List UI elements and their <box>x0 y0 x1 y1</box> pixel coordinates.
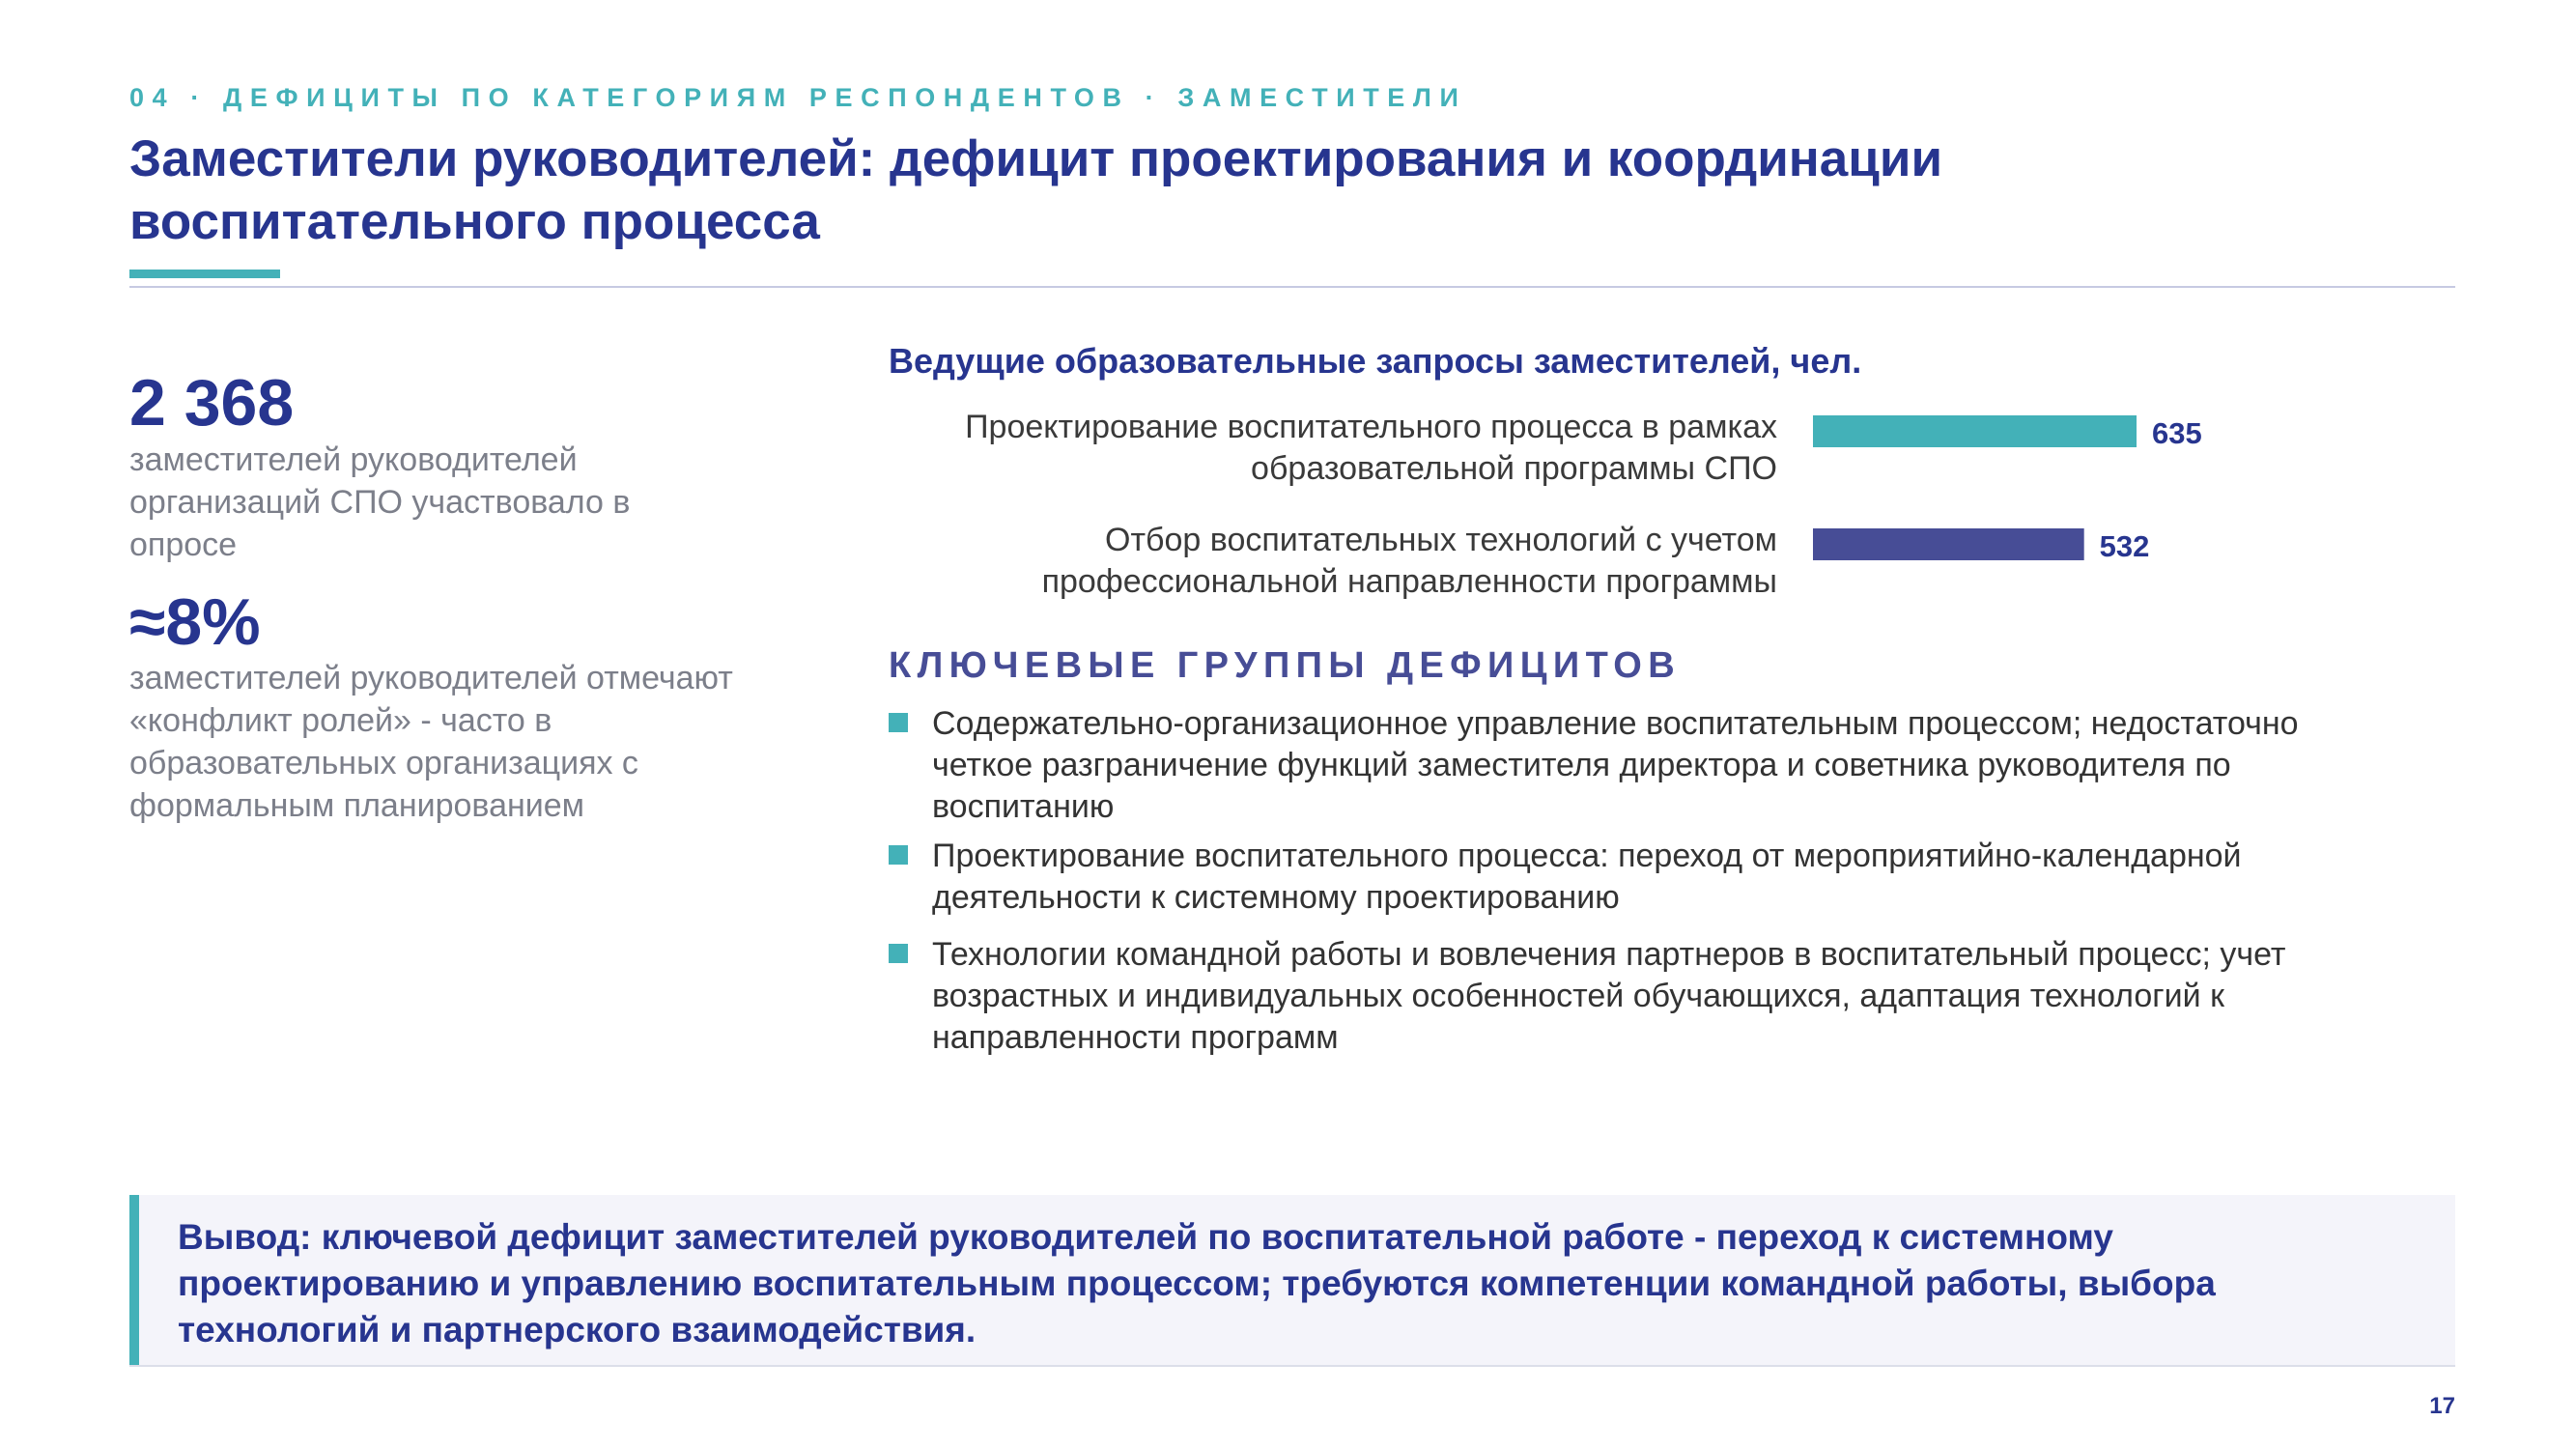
slide-title: Заместители руководителей: дефицит проектирования и координации воспитательного процесса <box>129 130 1943 250</box>
chart-value-label: 635 <box>2152 416 2202 450</box>
stat-participants-value: 2 368 <box>129 366 295 440</box>
deficit-item <box>889 703 2395 828</box>
conclusion-text: Вывод: ключевой дефицит заместителей руководителей по воспитательной работе - переход к системному проектированию и управлению воспитательным процессом; требуются компетенции командной работы, выбора технологий и партнерского взаимодействия. <box>178 1217 2216 1350</box>
bullet-square-icon <box>889 713 908 732</box>
stat-role-conflict-value: ≈8% <box>129 585 261 659</box>
section-kicker: 04 · ДЕФИЦИТЫ ПО КАТЕГОРИЯМ РЕСПОНДЕНТОВ · ЗАМЕСТИТЕЛИ <box>129 83 1467 112</box>
bullet-square-icon <box>889 944 908 963</box>
deficit-item-text: Технологии командной работы и вовлечения партнеров в воспитательный процесс; учет возрастных и индивидуальных особенностей обучающихся, адаптация технологий к направленности программ <box>932 936 2286 1056</box>
bar-chart <box>0 0 2576 676</box>
deficit-item <box>889 836 2395 919</box>
chart-category-label: Отбор воспитательных технологий с учетом профессиональной направленности программы <box>1041 522 1777 600</box>
stat-role-conflict-text: заместителей руководителей отмечают «конфликт ролей» - часто в образовательных организациях с формальным планированием <box>129 660 733 824</box>
conclusion-accent-bar <box>129 1195 139 1365</box>
conclusion-box <box>129 1195 2455 1367</box>
page-number: 17 <box>2429 1393 2455 1419</box>
chart-value-label: 532 <box>2099 529 2150 563</box>
deficit-item <box>889 934 2395 1059</box>
bullet-square-icon <box>889 845 908 865</box>
chart-category-label: Проектирование воспитательного процесса в рамках образовательной программы СПО <box>965 409 1777 487</box>
deficit-item-text: Проектирование воспитательного процесса: переход от мероприятийно-календарной деятельности к системному проектированию <box>932 838 2242 916</box>
deficits-heading: КЛЮЧЕВЫЕ ГРУППЫ ДЕФИЦИТОВ <box>889 645 1682 686</box>
deficit-item-text: Содержательно-организационное управление воспитательным процессом; недостаточно четкое разграничение функций заместителя директора и советника руководителя по воспитанию <box>932 705 2299 825</box>
chart-title: Ведущие образовательные запросы заместителей, чел. <box>889 341 1862 381</box>
chart-bar <box>1813 528 2084 560</box>
stat-participants-text: заместителей руководителей организаций СПО участвовало в опросе <box>129 441 631 563</box>
chart-bar <box>1813 415 2137 447</box>
